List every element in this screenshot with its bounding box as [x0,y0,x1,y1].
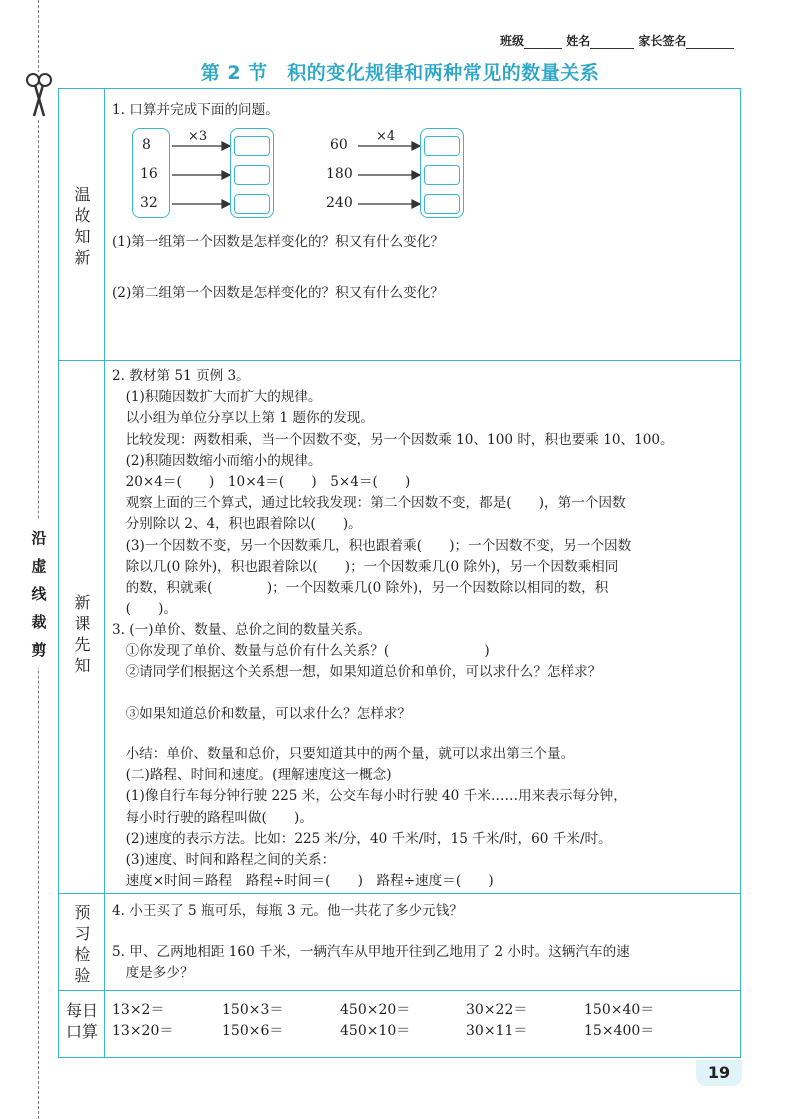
daily-item: 30×11＝ [466,1023,528,1039]
arrows-group-1 [170,138,232,214]
factor-value: 8 [142,137,151,153]
question-3-part-c [112,744,627,892]
parent-signature-label: 家长签名 [638,34,687,48]
multiplier-label: ×4 [376,129,396,144]
question-1 [112,100,279,121]
factor-value: 180 [326,166,353,182]
answer-box[interactable] [234,165,270,185]
text-line: (2)速度的表示方法。比如：225 米/分，40 千米/时，15 千米/时，60 千米/时。 [112,830,612,847]
text-line: ①你发现了单价、数量与总价有什么关系？( ) [112,643,490,660]
text-line: (二)路程、时间和速度。(理解速度这一概念) [112,767,392,784]
section-divider [58,893,741,894]
text-line: (1)积随因数扩大而扩大的规律。 [112,389,322,406]
answer-box[interactable] [234,136,270,156]
daily-item: 13×2＝ [112,1002,165,1018]
text-line: 以小组为单位分享以上第 1 题你的发现。 [112,410,374,427]
answer-box[interactable] [234,194,270,214]
parent-signature-field[interactable] [686,48,734,49]
daily-item: 30×22＝ [466,1002,528,1018]
text-line: ( )。 [112,601,177,618]
multiplier-label: ×3 [188,129,208,144]
factor-value: 32 [140,195,158,211]
text-line: 速度×时间＝路程 路程÷时间＝( ) 路程÷速度＝( ) [112,873,494,890]
text-line: (2)积随因数缩小而缩小的规律。 [112,452,322,469]
text-line: 每小时行驶的路程叫做( )。 [112,809,313,826]
text-line: 20×4＝( ) 10×4＝( ) 5×4＝( ) [112,474,411,491]
daily-item: 150×40＝ [584,1002,655,1018]
section-divider [58,360,741,361]
text-line: 度是多少？ [112,965,194,982]
text-line: 除以几(0 除外)，积也跟着除以( )；一个因数乘几(0 除外)，另一个因数乘相同 [112,558,619,575]
page-title: 第 2 节 积的变化规律和两种常见的数量关系 [200,62,600,84]
text-line: ②请同学们根据这个关系想一想，如果知道总价和单价，可以求什么？怎样求？ [112,664,602,681]
factor-value: 240 [326,195,353,211]
question-1-sub-1: (1)第一组第一个因数是怎样变化的？积又有什么变化？ [112,234,444,250]
answer-box[interactable] [424,136,460,156]
text-line: 3. (一)单价、数量、总价之间的数量关系。 [112,622,371,638]
text-line: (3)一个因数不变，另一个因数乘几，积也跟着乘( )；一个因数不变，另一个因数 [112,537,632,554]
text-line: 分别除以 2、4，积也跟着除以( )。 [112,516,362,533]
answer-box[interactable] [424,165,460,185]
daily-item: 450×20＝ [340,1002,411,1018]
daily-item: 15×400＝ [584,1023,655,1039]
text-line: 小结：单价、数量和总价，只要知道其中的两个量，就可以求出第三个量。 [112,746,575,762]
question-1-prompt: 1. 口算并完成下面的问题。 [112,102,279,118]
text-line: (3)速度、时间和路程之间的关系： [112,852,336,869]
section-label-new: 新课先知 [74,593,91,675]
text-line: 2. 教材第 51 页例 3。 [112,368,250,384]
question-2 [112,366,674,620]
text-line: 5. 甲、乙两地相距 160 千米，一辆汽车从甲地开往到乙地用了 2 小时。这辆汽车的速 [112,944,630,960]
daily-item: 13×20＝ [112,1023,174,1039]
student-info-fields [500,32,734,49]
question-3-part-b: ③如果知道总价和数量，可以求什么？怎样求？ [112,706,412,722]
section-label-preview: 预习检验 [74,903,91,985]
section-divider-vertical [104,88,105,1058]
text-line: 比较发现：两数相乘，当一个因数不变，另一个因数乘 10、100 时，积也要乘 10、100。 [112,431,674,448]
text-line: 观察上面的三个算式，通过比较我发现：第二个因数不变，都是( )，第一个因数 [112,495,626,512]
name-label: 姓名 [566,34,591,48]
question-5 [112,942,630,984]
section-label-review: 温故知新 [74,185,91,267]
section-label-daily: 每日口算 [65,1001,98,1041]
daily-item: 150×6＝ [222,1023,284,1039]
text-line: 的数，积就乘( )；一个因数乘几(0 除外)，另一个因数除以相同的数，积 [112,580,609,597]
daily-item: 150×3＝ [222,1002,284,1018]
arrows-group-2 [356,138,422,214]
class-label: 班级 [500,34,525,48]
name-field[interactable] [590,48,634,49]
page-number: 19 [696,1060,742,1086]
question-3-part-a [112,620,601,684]
cut-instruction: 沿虚线裁剪 [26,520,52,668]
class-field[interactable] [524,48,562,49]
daily-item: 450×10＝ [340,1023,411,1039]
answer-box[interactable] [424,194,460,214]
section-divider [58,990,741,991]
question-1-sub-2: (2)第二组第一个因数是怎样变化的？积又有什么变化？ [112,285,444,301]
factor-value: 60 [330,137,348,153]
question-4: 4. 小王买了 5 瓶可乐，每瓶 3 元。他一共花了多少元钱？ [112,903,463,919]
factor-value: 16 [140,166,158,182]
text-line: (1)像自行车每分钟行驶 225 米，公交车每小时行驶 40 千米……用来表示每分钟， [112,788,627,805]
